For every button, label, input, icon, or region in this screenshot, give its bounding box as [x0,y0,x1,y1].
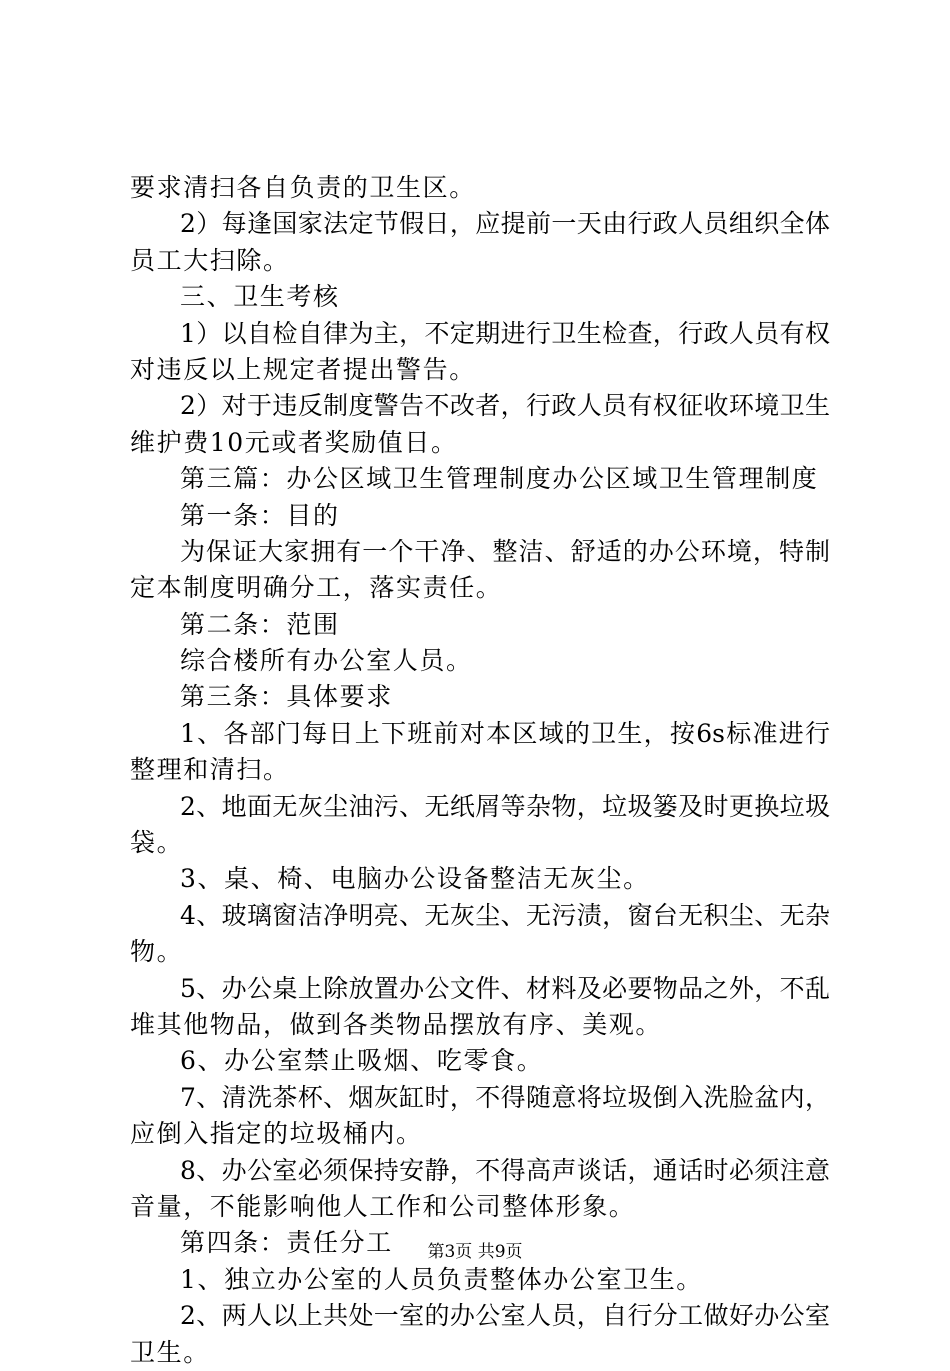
text-line: 应倒入指定的垃圾桶内。 [130,1119,423,1149]
text-line: 袋。 [130,828,184,858]
text-line: 物。 [130,937,184,967]
article-heading: 第三条：具体要求 [180,682,393,712]
text-line: 2）每逢国家法定节假日，应提前一天由行政人员组织全体 [180,209,830,239]
page-number: 第3页 共9页 [427,1242,523,1262]
text-line: 音量，不能影响他人工作和公司整体形象。 [130,1191,636,1221]
text-line: 3、桌、椅、电脑办公设备整洁无灰尘。 [180,864,650,894]
section-heading: 三、卫生考核 [180,282,340,312]
text-line: 整理和清扫。 [130,755,290,785]
text-line: 定本制度明确分工，落实责任。 [130,573,503,603]
text-line: 1、各部门每日上下班前对本区域的卫生，按6s标准进行 [180,718,830,748]
article-heading: 第二条：范围 [180,609,340,639]
text-line: 6、办公室禁止吸烟、吃零食。 [180,1046,544,1076]
text-line: 员工大扫除。 [130,245,290,275]
text-line: 2、两人以上共处一室的办公室人员，自行分工做好办公室 [180,1301,830,1331]
text-line: 1、独立办公室的人员负责整体办公室卫生。 [180,1264,703,1294]
text-line: 综合楼所有办公室人员。 [180,646,473,676]
text-line: 7、清洗茶杯、烟灰缸时，不得随意将垃圾倒入洗脸盆内， [180,1082,830,1112]
document-body [130,170,830,1371]
text-line: 卫生。 [130,1337,210,1367]
text-line: 8、办公室必须保持安静，不得高声谈话，通话时必须注意 [180,1155,830,1185]
text-line: 4、玻璃窗洁净明亮、无灰尘、无污渍，窗台无积尘、无杂 [180,900,830,930]
text-line: 为保证大家拥有一个干净、整洁、舒适的办公环境，特制 [180,536,830,566]
text-line: 2、地面无灰尘油污、无纸屑等杂物，垃圾篓及时更换垃圾 [180,791,830,821]
text-line: 要求清扫各自负责的卫生区。 [130,173,476,202]
text-line: 2）对于违反制度警告不改者，行政人员有权征收环境卫生 [180,391,830,421]
text-line: 对违反以上规定者提出警告。 [130,354,476,384]
text-line: 堆其他物品，做到各类物品摆放有序、美观。 [130,1009,663,1039]
text-line: 1）以自检自律为主，不定期进行卫生检查，行政人员有权 [180,318,830,348]
article-heading: 第一条：目的 [180,500,340,530]
text-line: 5、办公桌上除放置办公文件、材料及必要物品之外，不乱 [180,973,830,1003]
article-heading: 第四条：责任分工 [180,1228,393,1258]
section-heading: 第三篇：办公区域卫生管理制度办公区域卫生管理制度 [180,464,819,494]
text-line: 维护费10元或者奖励值日。 [130,427,458,457]
